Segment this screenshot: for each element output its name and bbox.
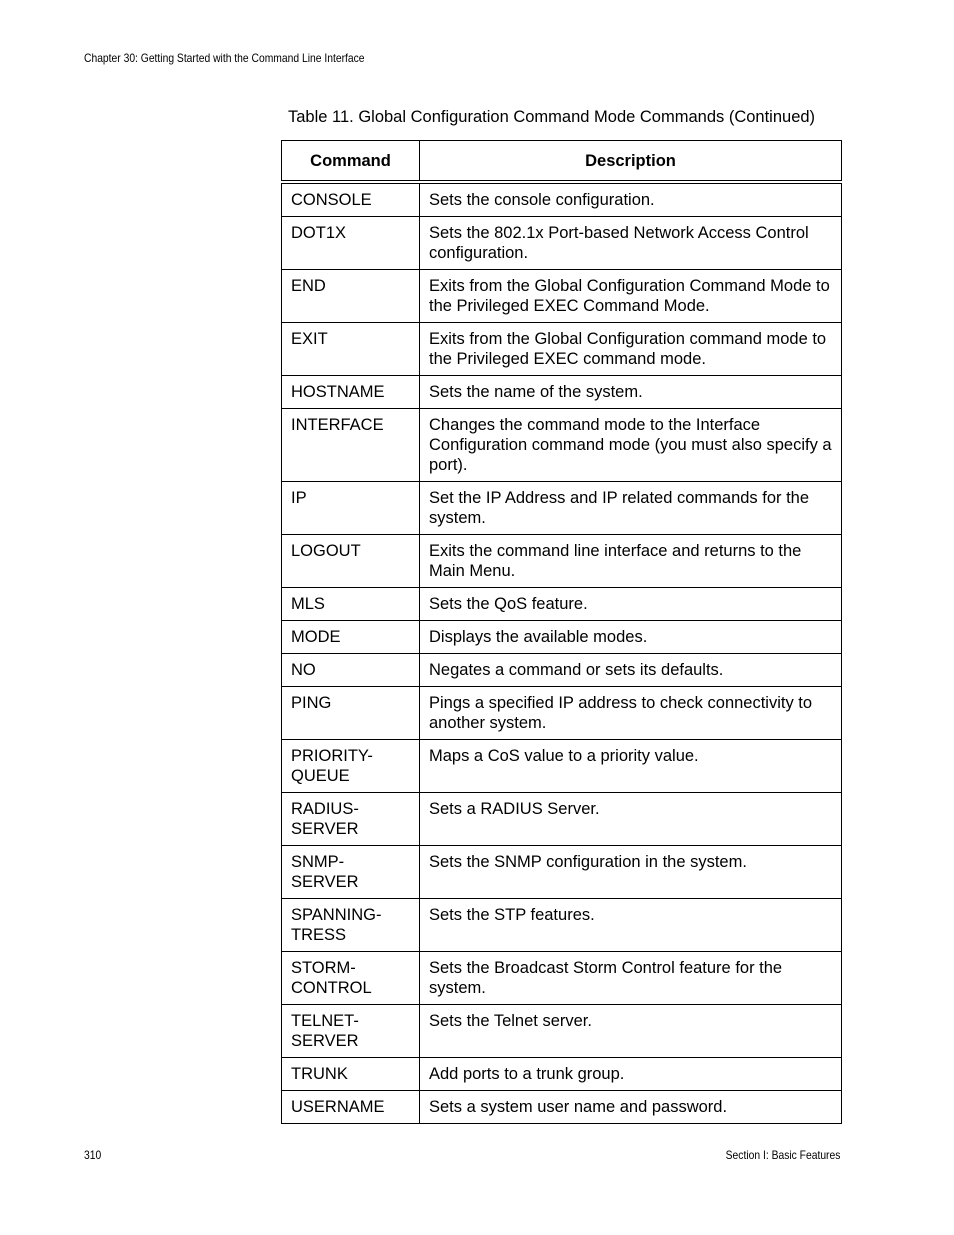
page-number: 310 [84,1148,102,1162]
table-row [282,535,842,588]
description-cell: Set the IP Address and IP related commands for the system. [420,482,842,535]
description-cell: Sets the Broadcast Storm Control feature for the system. [420,952,842,1005]
command-cell: PRIORITY-QUEUE [282,740,420,793]
table-row [282,1058,842,1091]
command-cell: DOT1X [282,217,420,270]
command-cell: PING [282,687,420,740]
table-row [282,270,842,323]
running-header: Chapter 30: Getting Started with the Command Line Interface [84,51,365,65]
command-table [281,140,842,1124]
command-cell: MLS [282,588,420,621]
command-cell: TELNET-SERVER [282,1005,420,1058]
description-cell: Sets a system user name and password. [420,1091,842,1124]
command-cell: HOSTNAME [282,376,420,409]
table-row [282,588,842,621]
command-cell: USERNAME [282,1091,420,1124]
table-row [282,409,842,482]
column-header-description: Description [420,141,842,183]
description-cell: Sets the QoS feature. [420,588,842,621]
table-row [282,654,842,687]
command-cell: END [282,270,420,323]
table-body [282,182,842,1124]
table-row [282,376,842,409]
column-header-command: Command [282,141,420,183]
table-row [282,217,842,270]
table-row [282,740,842,793]
command-cell: SPANNING-TRESS [282,899,420,952]
table-caption: Table 11. Global Configuration Command Mode Commands (Continued) [288,108,816,126]
command-cell: EXIT [282,323,420,376]
command-cell: TRUNK [282,1058,420,1091]
command-cell: SNMP-SERVER [282,846,420,899]
description-cell: Sets the SNMP configuration in the system. [420,846,842,899]
command-cell: LOGOUT [282,535,420,588]
description-cell: Displays the available modes. [420,621,842,654]
command-cell: RADIUS-SERVER [282,793,420,846]
description-cell: Sets the name of the system. [420,376,842,409]
section-footer: Section I: Basic Features [725,1148,840,1162]
description-cell: Pings a specified IP address to check connectivity to another system. [420,687,842,740]
description-cell: Sets the 802.1x Port-based Network Access Control configuration. [420,217,842,270]
description-cell: Exits from the Global Configuration Command Mode to the Privileged EXEC Command Mode. [420,270,842,323]
table-row [282,323,842,376]
description-cell: Sets the STP features. [420,899,842,952]
table-row [282,1005,842,1058]
table-row [282,1091,842,1124]
description-cell: Changes the command mode to the Interface Configuration command mode (you must also specify a port). [420,409,842,482]
description-cell: Maps a CoS value to a priority value. [420,740,842,793]
command-cell: NO [282,654,420,687]
table-row [282,182,842,217]
description-cell: Negates a command or sets its defaults. [420,654,842,687]
description-cell: Sets the Telnet server. [420,1005,842,1058]
table-row [282,899,842,952]
command-cell: IP [282,482,420,535]
table-row [282,793,842,846]
command-cell: STORM-CONTROL [282,952,420,1005]
description-cell: Exits from the Global Configuration command mode to the Privileged EXEC command mode. [420,323,842,376]
command-cell: MODE [282,621,420,654]
description-cell: Add ports to a trunk group. [420,1058,842,1091]
command-cell: INTERFACE [282,409,420,482]
description-cell: Sets a RADIUS Server. [420,793,842,846]
description-cell: Exits the command line interface and returns to the Main Menu. [420,535,842,588]
table-row [282,687,842,740]
command-cell: CONSOLE [282,182,420,217]
table-row [282,621,842,654]
description-cell: Sets the console configuration. [420,182,842,217]
table-row [282,482,842,535]
table-row [282,952,842,1005]
table-header-row [282,141,842,183]
table-row [282,846,842,899]
